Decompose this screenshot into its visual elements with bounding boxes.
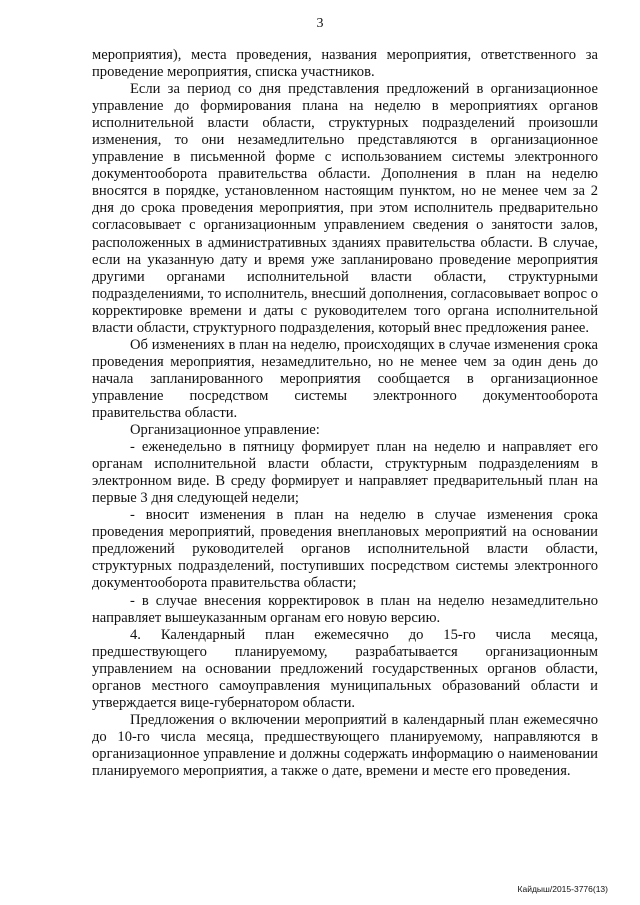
paragraph: Организационное управление: [130, 422, 320, 439]
document-code: Кайдыш/2015-3776(13) [517, 884, 608, 894]
document-body [92, 47, 598, 780]
list-item: - вносит изменения в план на неделю в случае изменения срока проведения мероприятий, проведения внеплановых мероприятий на основании предложений руководителей органов исполнительной власти области, структурных подразделений, поступивших посредством системы электронного документооборота правительства области; [92, 507, 598, 592]
paragraph: Если за период со дня представления предложений в организационное управление до формирования плана на неделю в мероприятиях органов исполнительной власти области, структурных подразделений произошли изменения, то они незамедлительно представляются в организационное управление в письменной форме с использованием системы электронного документооборота правительства области. Дополнения в план на неделю вносятся в порядке, установленном настоящим пунктом, но не менее чем за 2 дня до срока проведения мероприятия, при этом исполнитель предварительно согласовывает с организационным управлением сведения о занятости залов, расположенных в административных зданиях правительства области. В случае, если на указанную дату и время уже запланировано проведение мероприятия другими органами исполнительной власти области, структурными подразделениями, то исполнитель, внесший дополнения, согласовывает вопрос о корректировке времени и даты с руководителем того органа исполнительной власти области, структурного подразделения, который внес предложения ранее. [92, 81, 598, 336]
paragraph: Об изменениях в план на неделю, происходящих в случае изменения срока проведения мероприятия, незамедлительно, но не менее чем за один день до начала запланированного мероприятия сообщается в организационное управление посредством системы электронного документооборота правительства области. [92, 336, 598, 421]
paragraph: Предложения о включении мероприятий в календарный план ежемесячно до 10-го числа месяца, предшествующего планируемому, направляются в организационное управление и должны содержать информацию о наименовании планируемого мероприятия, а также о дате, времени и месте его проведения. [92, 711, 598, 779]
numbered-paragraph: 4. Календарный план ежемесячно до 15-го числа месяца, предшествующего планируемому, разрабатывается организационным управлением на основании предложений государственных органов области, органов местного самоуправления муниципальных образований области и утверждается вице-губернатором области. [92, 626, 598, 711]
list-item: - в случае внесения корректировок в план на неделю незамедлительно направляет вышеуказанным органам его новую версию. [92, 592, 598, 626]
page-number: 3 [316, 16, 324, 31]
paragraph: мероприятия), места проведения, названия мероприятия, ответственного за проведение мероприятия, списка участников. [92, 47, 598, 81]
list-item: - еженедельно в пятницу формирует план на неделю и направляет его органам исполнительной власти области, структурным подразделениям в электронном виде. В среду формирует и направляет предварительный план на первые 3 дня следующей недели; [92, 439, 598, 507]
